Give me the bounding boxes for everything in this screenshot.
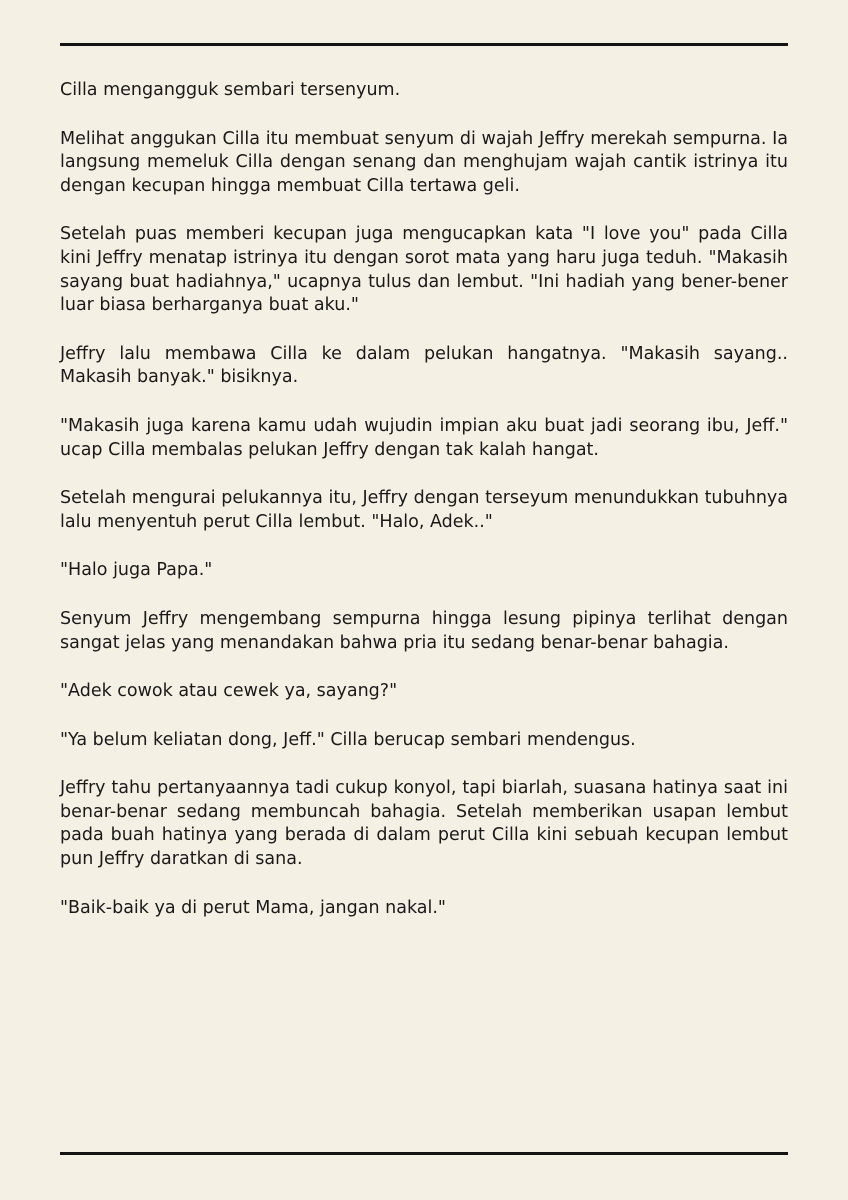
paragraph: Setelah mengurai pelukannya itu, Jeffry dengan terseyum menundukkan tubuhnya lalu menyentuh perut Cilla lembut. "Halo, Adek.." xyxy=(60,488,788,532)
story-text xyxy=(60,79,788,945)
top-divider xyxy=(60,43,788,46)
paragraph: Jeffry lalu membawa Cilla ke dalam pelukan hangatnya. "Makasih sayang.. Makasih banyak." bisiknya. xyxy=(60,343,788,388)
paragraph: "Ya belum keliatan dong, Jeff." Cilla berucap sembari mendengus. xyxy=(60,729,636,750)
paragraph: Setelah puas memberi kecupan juga mengucapkan kata "I love you" pada Cilla kini Jeffry menatap istrinya itu dengan sorot mata yang haru juga teduh. "Makasih sayang buat hadiahnya," ucapnya tulus dan lembut. "Ini hadiah yang bener-bener luar biasa berharganya buat aku." xyxy=(60,224,788,316)
paragraph: Jeffry tahu pertanyaannya tadi cukup konyol, tapi biarlah, suasana hatinya saat ini benar-benar sedang membuncah bahagia. Setelah memberikan usapan lembut pada buah hatinya yang berada di dalam perut Cilla kini sebuah kecupan lembut pun Jeffry daratkan di sana. xyxy=(60,778,788,870)
paragraph: Senyum Jeffry mengembang sempurna hingga lesung pipinya terlihat dengan sangat jelas yang menandakan bahwa pria itu sedang benar-benar bahagia. xyxy=(60,608,788,653)
paragraph: Cilla mengangguk sembari tersenyum. xyxy=(60,80,401,100)
paragraph: "Adek cowok atau cewek ya, sayang?" xyxy=(60,681,398,702)
bottom-divider xyxy=(60,1152,788,1155)
paragraph: "Halo juga Papa." xyxy=(60,560,213,581)
paragraph: "Baik-baik ya di perut Mama, jangan nakal." xyxy=(60,897,446,918)
paragraph: Melihat anggukan Cilla itu membuat senyum di wajah Jeffry merekah sempurna. Ia langsung memeluk Cilla dengan senang dan menghujam wajah cantik istrinya itu dengan kecupan hingga membuat Cilla tertawa geli. xyxy=(60,128,788,196)
paragraph: "Makasih juga karena kamu udah wujudin impian aku buat jadi seorang ibu, Jeff." ucap Cilla membalas pelukan Jeffry dengan tak kalah hangat. xyxy=(60,415,788,460)
